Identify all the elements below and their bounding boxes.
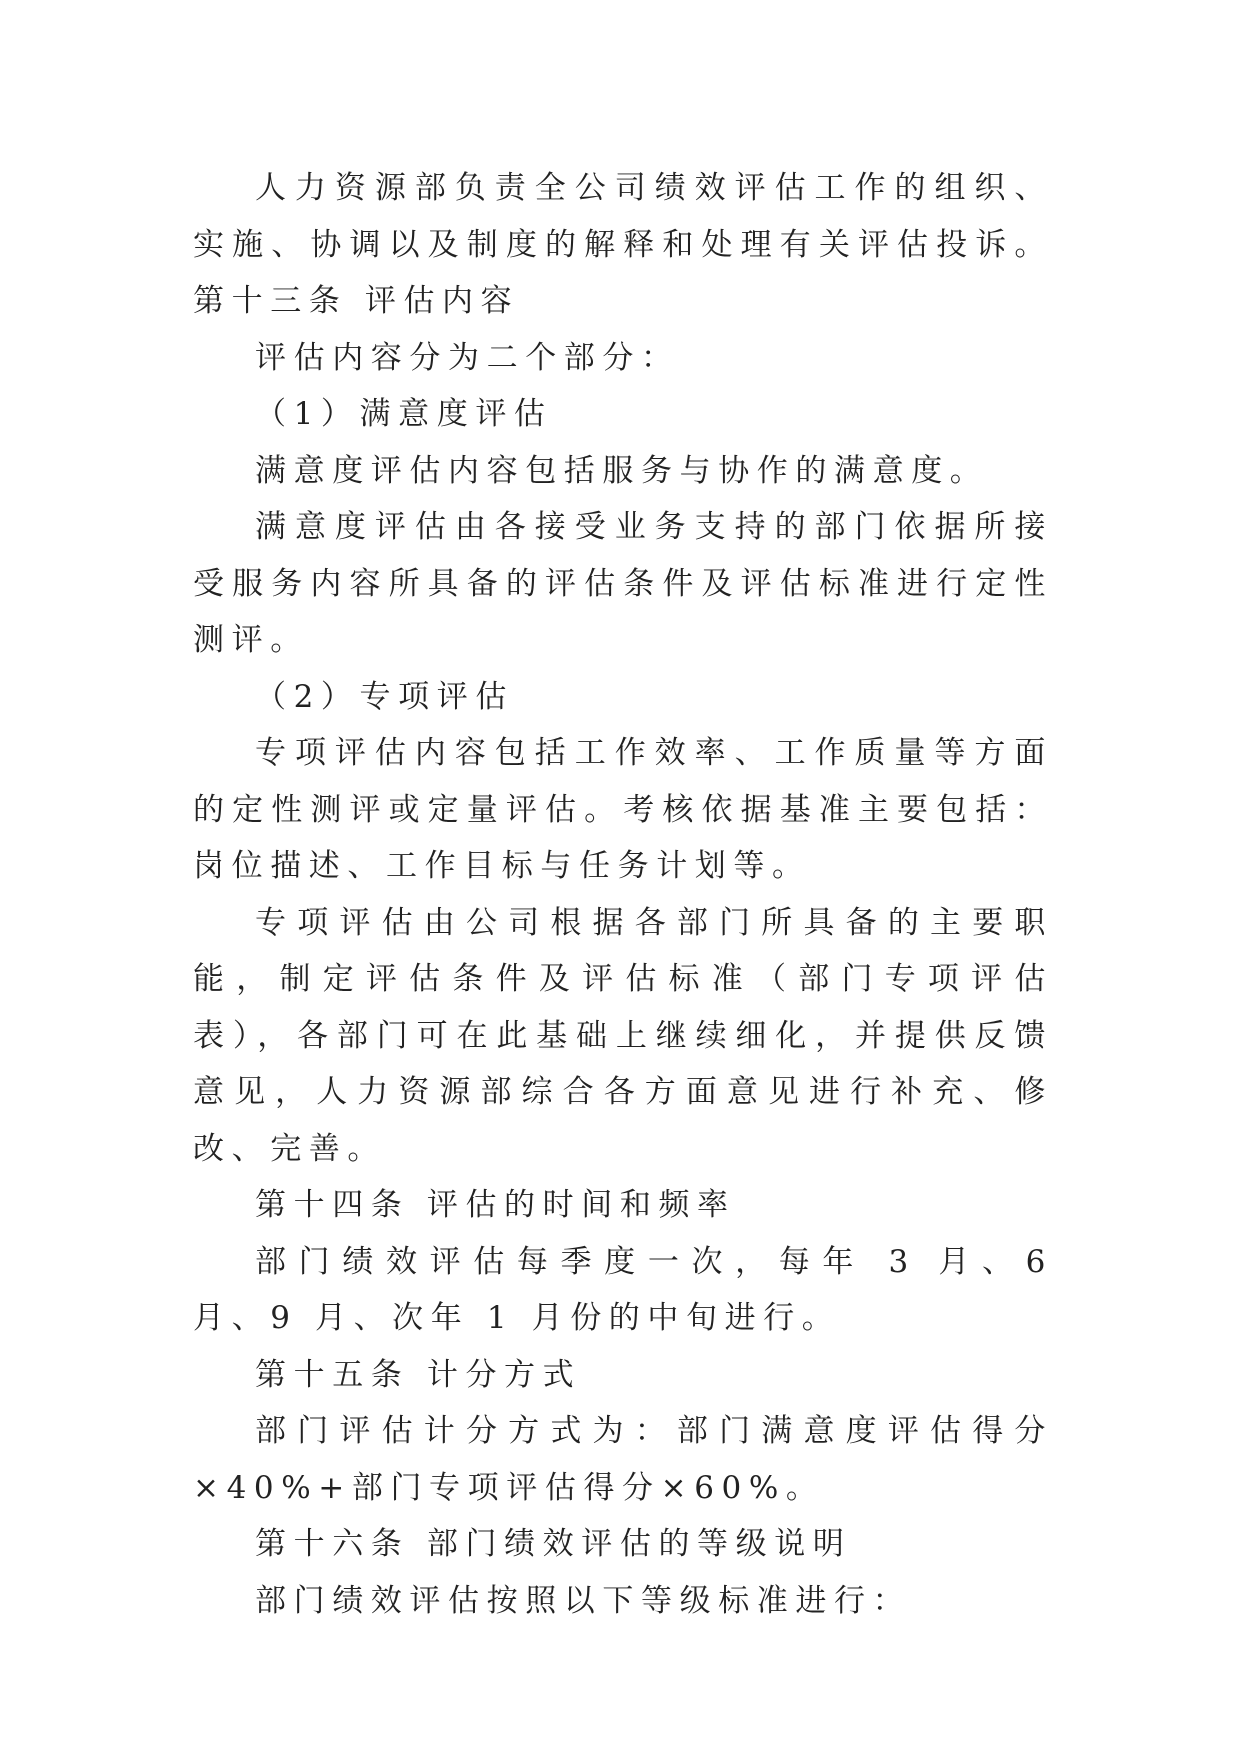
heading-special-evaluation: （2）专项评估 <box>255 678 514 715</box>
paragraph-satisfaction-method: 满意度评估由各接受业务支持的部门依据所接受服务内容所具备的评估条件及评估标准进行定性测评。 <box>193 509 1053 658</box>
paragraph-hr-responsibility: 人力资源部负责全公司绩效评估工作的组织、实施、协调以及制度的解释和处理有关评估投诉。 第十三条 评估内容 <box>193 170 1053 319</box>
paragraph-satisfaction-content: 满意度评估内容包括服务与协作的满意度。 <box>255 452 989 489</box>
document-body <box>193 160 1053 1629</box>
paragraph-grade-standard: 部门绩效评估按照以下等级标准进行： <box>255 1582 912 1619</box>
article-14-heading: 第十四条 评估的时间和频率 <box>255 1187 736 1223</box>
heading-satisfaction-evaluation: （1）满意度评估 <box>255 396 553 432</box>
paragraph-evaluation-parts: 评估内容分为二个部分： <box>255 339 680 376</box>
paragraph-scoring-method: 部门评估计分方式为：部门满意度评估得分×40%+部门专项评估得分×60%。 <box>193 1413 1053 1506</box>
paragraph-special-method: 专项评估由公司根据各部门所具备的主要职能，制定评估条件及评估标准（部门专项评估表），各部门可在此基础上继续细化，并提供反馈意见，人力资源部综合各方面意见进行补充、修改、完善。 <box>193 904 1053 1167</box>
paragraph-evaluation-frequency: 部门绩效评估每季度一次，每年 3 月、6 月、9 月、次年 1 月份的中旬进行。 <box>193 1243 1053 1336</box>
article-15-heading: 第十五条 计分方式 <box>255 1356 582 1393</box>
paragraph-special-content: 专项评估内容包括工作效率、工作质量等方面的定性测评或定量评估。考核依据基准主要包括：岗位描述、工作目标与任务计划等。 <box>193 735 1053 884</box>
article-16-heading: 第十六条 部门绩效评估的等级说明 <box>255 1526 852 1562</box>
